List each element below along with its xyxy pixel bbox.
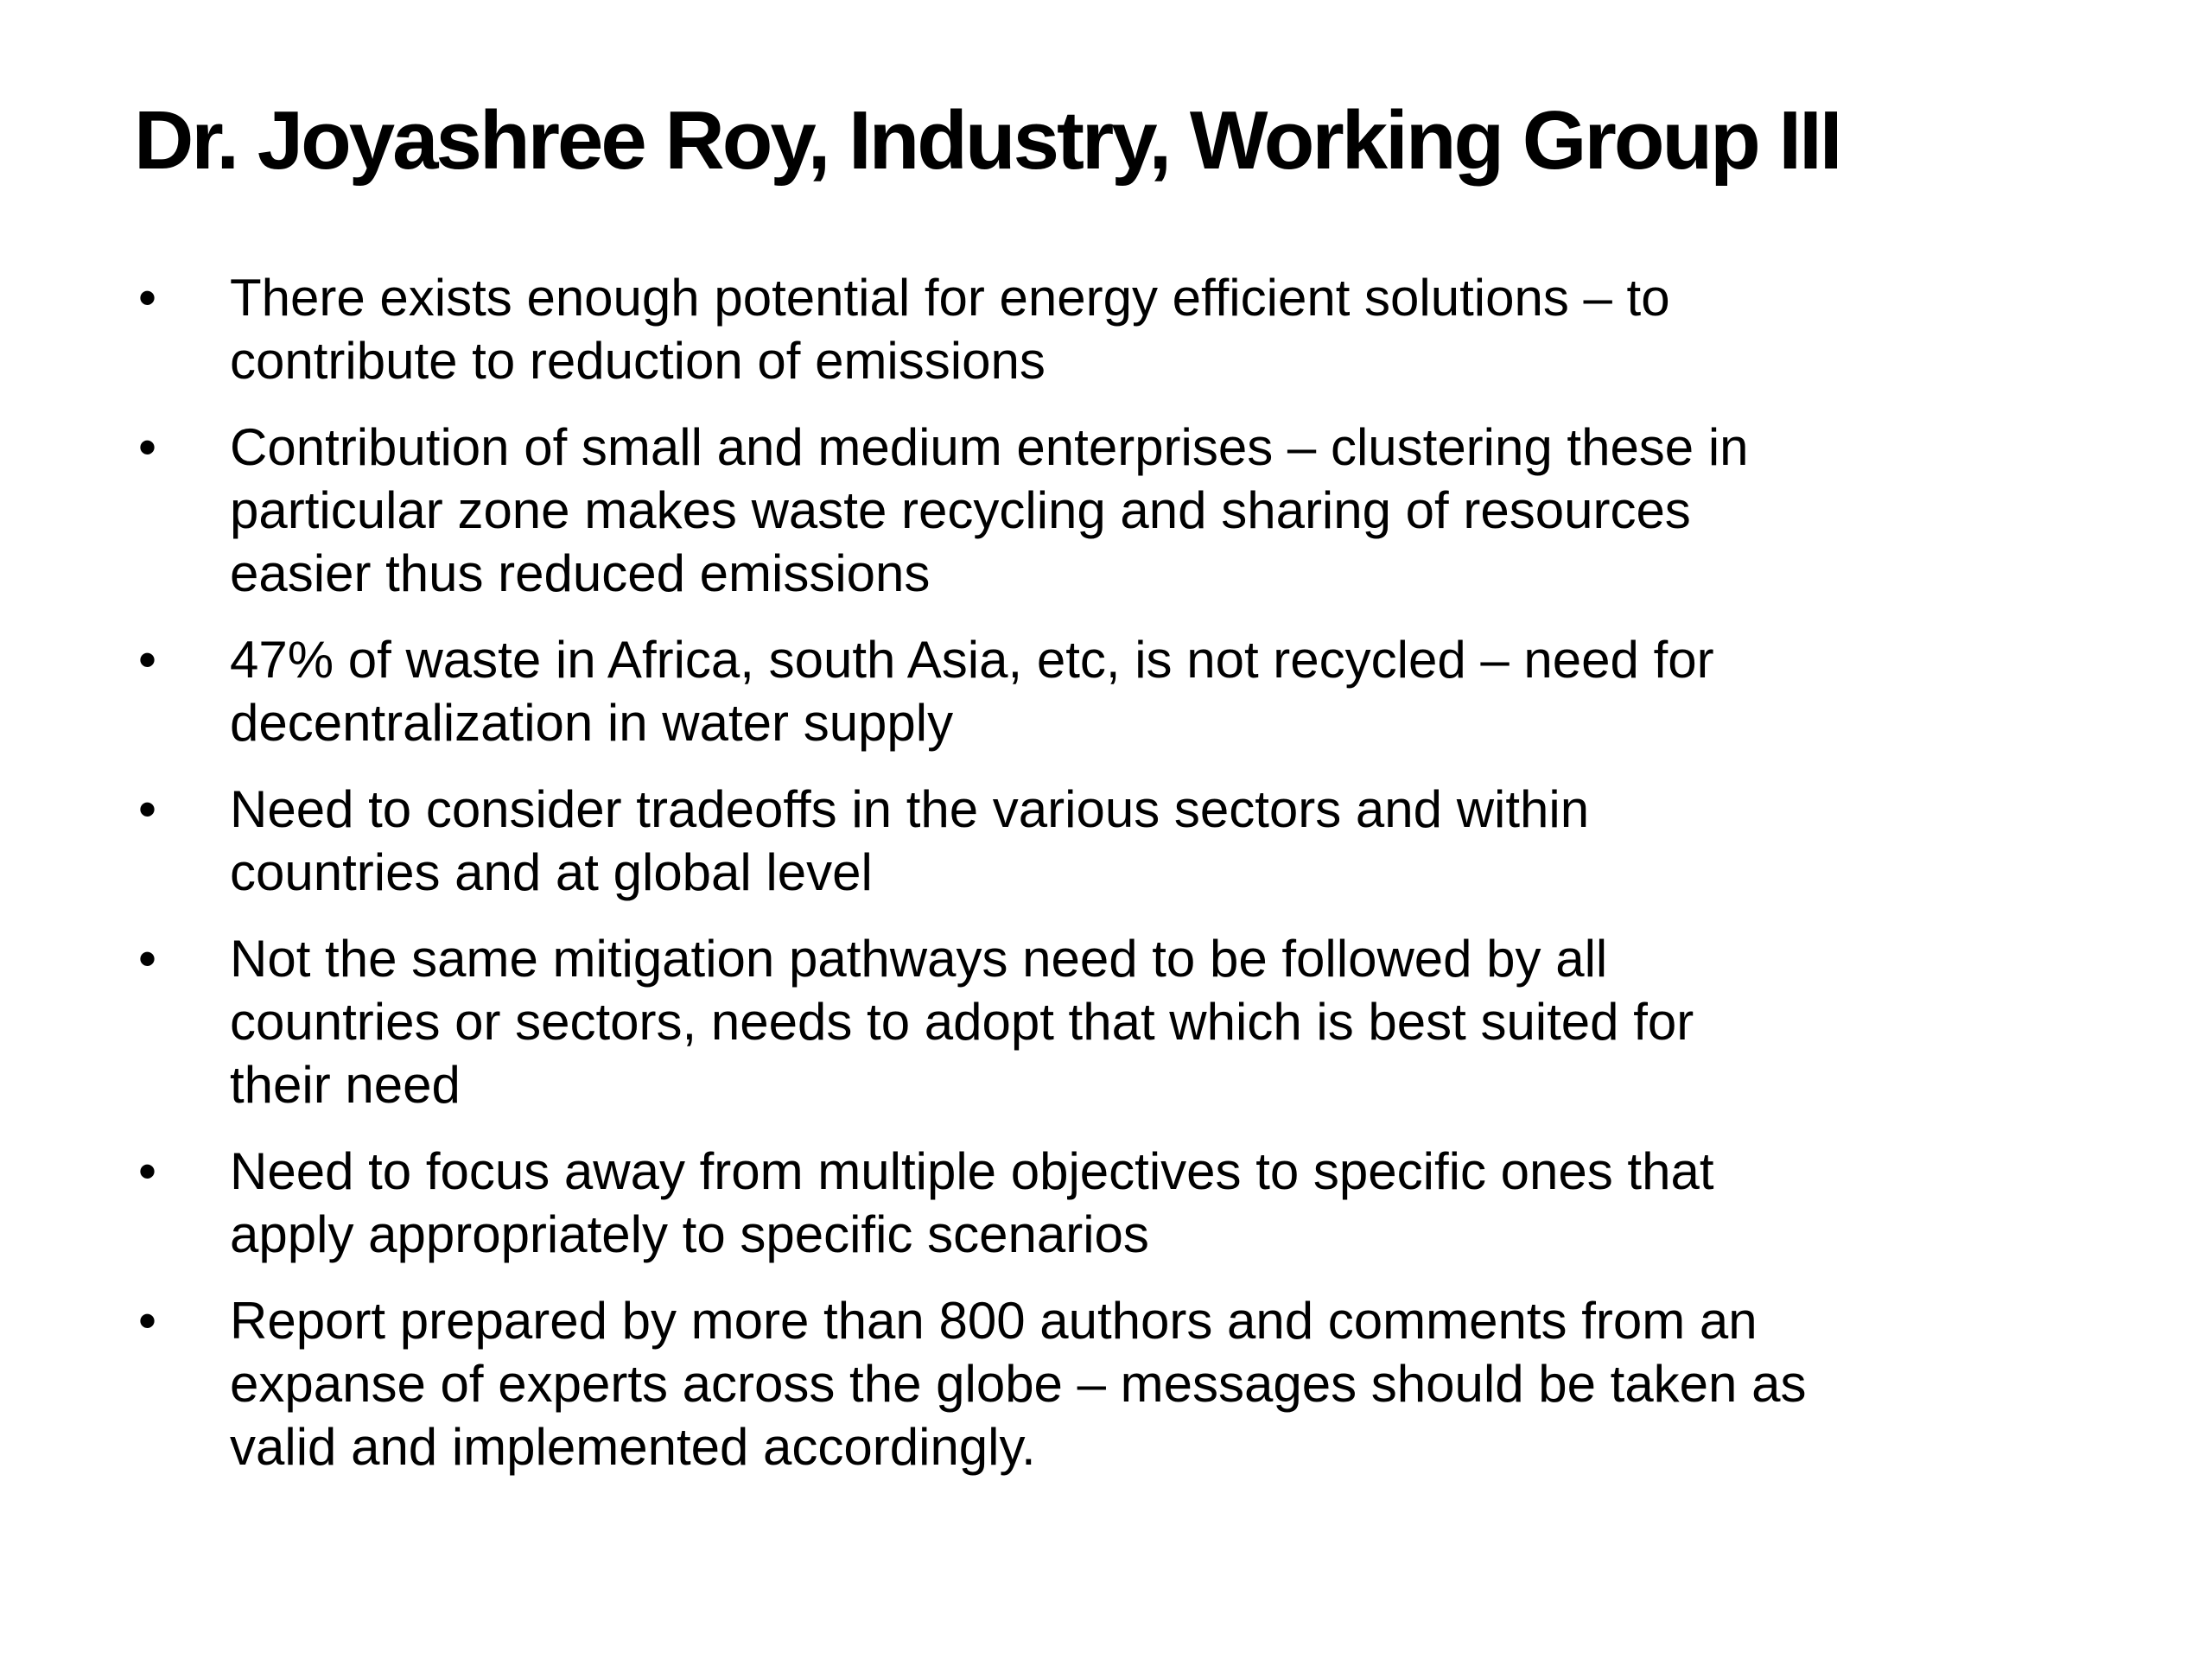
bullet-icon: • <box>138 780 157 839</box>
bullet-icon: • <box>138 1292 157 1351</box>
bullet-line: particular zone makes waste recycling and sharing of resources <box>230 481 1691 540</box>
bullet-icon: • <box>138 631 157 690</box>
bullet-line: Not the same mitigation pathways need to be followed by all <box>230 930 1608 988</box>
list-item <box>138 628 2160 754</box>
list-item <box>138 416 2160 605</box>
bullet-line: their need <box>230 1056 461 1115</box>
bullet-line: 47% of waste in Africa, south Asia, etc, is not recycled – need for <box>230 631 1714 690</box>
bullet-line: Need to focus away from multiple objectives to specific ones that <box>230 1142 1714 1201</box>
bullet-line: countries or sectors, needs to adopt that which is best suited for <box>230 993 1694 1052</box>
bullet-line: contribute to reduction of emissions <box>230 332 1046 391</box>
list-item <box>138 266 2160 392</box>
bullet-icon: • <box>138 1142 157 1201</box>
bullet-line: expanse of experts across the globe – messages should be taken as <box>230 1355 1807 1414</box>
bullet-line: valid and implemented accordingly. <box>230 1418 1036 1477</box>
list-item <box>138 1289 2160 1478</box>
bullet-line: Contribution of small and medium enterprises – clustering these in <box>230 418 1749 477</box>
bullet-line: There exists enough potential for energy efficient solutions – to <box>230 269 1670 327</box>
bullet-line: apply appropriately to specific scenarios <box>230 1205 1149 1264</box>
bullet-line: easier thus reduced emissions <box>230 544 931 603</box>
bullet-line: decentralization in water supply <box>230 694 954 753</box>
bullet-line: Report prepared by more than 800 authors and comments from an <box>230 1292 1758 1351</box>
list-item <box>138 778 2160 904</box>
list-item <box>138 927 2160 1116</box>
slide-title: Dr. Joyashree Roy, Industry, Working Group III <box>134 94 1840 187</box>
bullet-icon: • <box>138 930 157 988</box>
bullet-line: countries and at global level <box>230 843 873 902</box>
bullet-icon: • <box>138 418 157 477</box>
list-item <box>138 1140 2160 1266</box>
bullet-list <box>138 266 2160 1478</box>
bullet-line: Need to consider tradeoffs in the various sectors and within <box>230 780 1590 839</box>
bullet-icon: • <box>138 269 157 327</box>
